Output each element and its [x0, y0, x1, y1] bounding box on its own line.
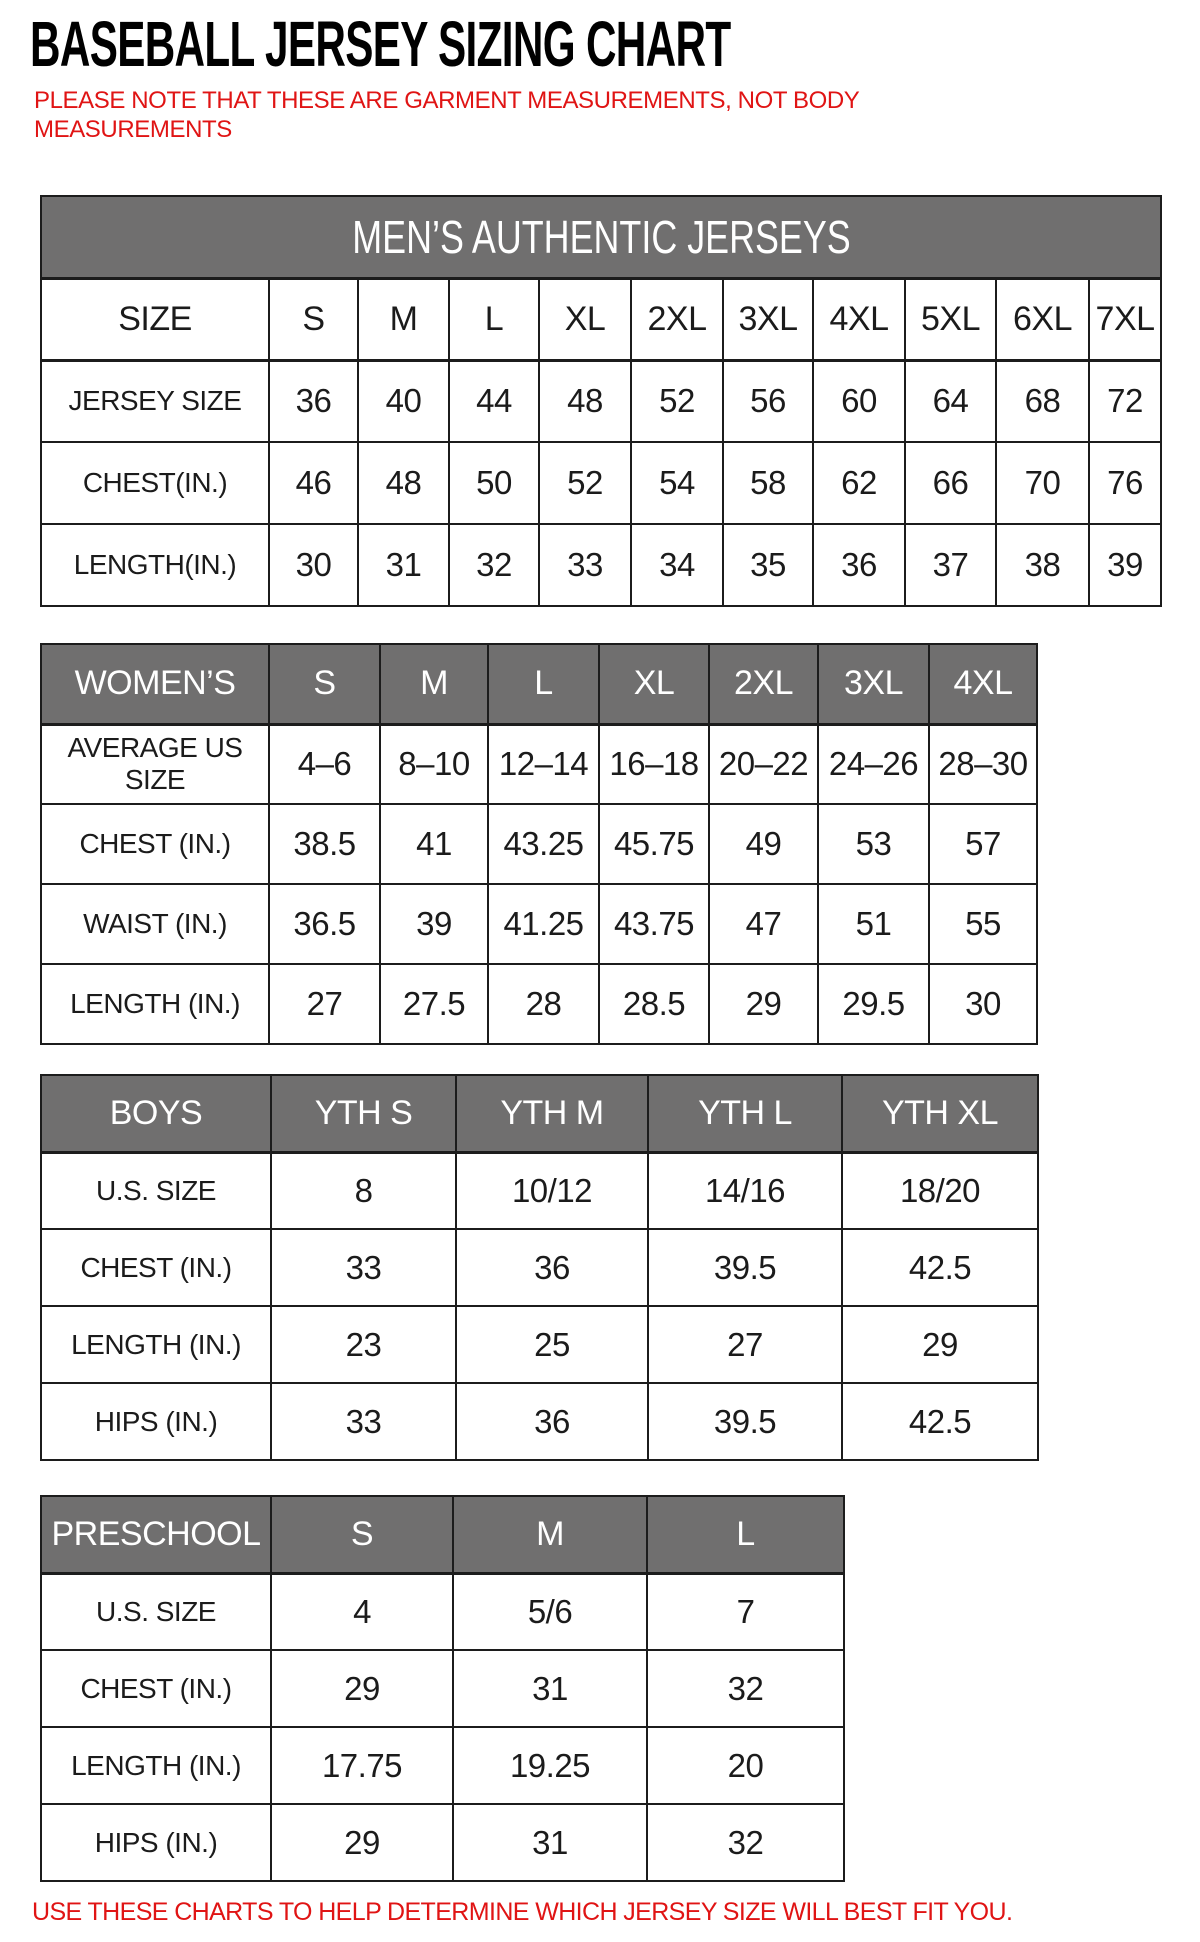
preschool-value-cell: 31 — [453, 1804, 647, 1881]
mens-value-cell: 40 — [358, 360, 449, 442]
womens-value-cell: 30 — [929, 964, 1037, 1044]
boys-value-cell: 8 — [271, 1152, 456, 1229]
preschool-value-cell: 5/6 — [453, 1573, 647, 1650]
boys-value-cell: 29 — [842, 1306, 1038, 1383]
boys-value-cell: 33 — [271, 1229, 456, 1306]
boys-value-cell: 39.5 — [648, 1229, 842, 1306]
mens-value-cell: 54 — [631, 442, 723, 524]
preschool-col-header: S — [271, 1496, 453, 1573]
mens-value-cell: 32 — [449, 524, 539, 606]
mens-row-label: LENGTH(IN.) — [41, 524, 269, 606]
preschool-row-label: CHEST (IN.) — [41, 1650, 271, 1727]
preschool-col-header: L — [647, 1496, 844, 1573]
mens-value-cell: 52 — [539, 442, 631, 524]
womens-value-cell: 20–22 — [709, 724, 818, 804]
boys-table-title-cell: BOYS — [41, 1075, 271, 1152]
mens-value-cell: 34 — [631, 524, 723, 606]
mens-value-cell: 76 — [1089, 442, 1161, 524]
womens-value-cell: 28.5 — [599, 964, 709, 1044]
mens-value-cell: 50 — [449, 442, 539, 524]
footer-note: USE THESE CHARTS TO HELP DETERMINE WHICH JERSEY SIZE WILL BEST FIT YOU. — [32, 1898, 1013, 1926]
boys-value-cell: 23 — [271, 1306, 456, 1383]
womens-value-cell: 47 — [709, 884, 818, 964]
boys-value-cell: 36 — [456, 1383, 648, 1460]
mens-value-cell: 36 — [813, 524, 905, 606]
mens-value-cell: 30 — [269, 524, 358, 606]
preschool-value-cell: 4 — [271, 1573, 453, 1650]
mens-value-cell: 37 — [905, 524, 996, 606]
boys-value-cell: 33 — [271, 1383, 456, 1460]
womens-value-cell: 28 — [488, 964, 599, 1044]
boys-row-label: LENGTH (IN.) — [41, 1306, 271, 1383]
mens-col-header: 6XL — [996, 278, 1089, 360]
boys-row-label: U.S. SIZE — [41, 1152, 271, 1229]
mens-value-cell: 44 — [449, 360, 539, 442]
boys-value-cell: 18/20 — [842, 1152, 1038, 1229]
mens-value-cell: 60 — [813, 360, 905, 442]
womens-value-cell: 53 — [818, 804, 929, 884]
mens-value-cell: 72 — [1089, 360, 1161, 442]
boys-value-cell: 27 — [648, 1306, 842, 1383]
boys-value-cell: 39.5 — [648, 1383, 842, 1460]
preschool-value-cell: 7 — [647, 1573, 844, 1650]
womens-value-cell: 16–18 — [599, 724, 709, 804]
boys-col-header: YTH S — [271, 1075, 456, 1152]
mens-value-cell: 39 — [1089, 524, 1161, 606]
mens-row-label: CHEST(IN.) — [41, 442, 269, 524]
mens-value-cell: 58 — [723, 442, 813, 524]
preschool-value-cell: 32 — [647, 1804, 844, 1881]
womens-col-header: 4XL — [929, 644, 1037, 724]
boys-value-cell: 14/16 — [648, 1152, 842, 1229]
womens-value-cell: 39 — [380, 884, 488, 964]
womens-value-cell: 41.25 — [488, 884, 599, 964]
womens-value-cell: 41 — [380, 804, 488, 884]
womens-col-header: XL — [599, 644, 709, 724]
preschool-table-title-cell: PRESCHOOL — [41, 1496, 271, 1573]
womens-value-cell: 24–26 — [818, 724, 929, 804]
womens-col-header: S — [269, 644, 380, 724]
womens-value-cell: 38.5 — [269, 804, 380, 884]
preschool-value-cell: 19.25 — [453, 1727, 647, 1804]
garment-measurements-note-line2: MEASUREMENTS — [34, 116, 232, 143]
womens-col-header: M — [380, 644, 488, 724]
womens-table-title-cell: WOMEN’S — [41, 644, 269, 724]
womens-value-cell: 45.75 — [599, 804, 709, 884]
mens-row-label: JERSEY SIZE — [41, 360, 269, 442]
preschool-value-cell: 17.75 — [271, 1727, 453, 1804]
womens-sizing-table — [40, 643, 1038, 1045]
preschool-value-cell: 32 — [647, 1650, 844, 1727]
mens-value-cell: 48 — [358, 442, 449, 524]
womens-value-cell: 51 — [818, 884, 929, 964]
womens-row-label: CHEST (IN.) — [41, 804, 269, 884]
mens-value-cell: 66 — [905, 442, 996, 524]
mens-value-cell: 33 — [539, 524, 631, 606]
mens-value-cell: 31 — [358, 524, 449, 606]
mens-value-cell: 38 — [996, 524, 1089, 606]
preschool-col-header: M — [453, 1496, 647, 1573]
womens-value-cell: 36.5 — [269, 884, 380, 964]
boys-value-cell: 42.5 — [842, 1229, 1038, 1306]
mens-value-cell: 52 — [631, 360, 723, 442]
boys-value-cell: 36 — [456, 1229, 648, 1306]
womens-value-cell: 43.75 — [599, 884, 709, 964]
womens-value-cell: 12–14 — [488, 724, 599, 804]
mens-value-cell: 68 — [996, 360, 1089, 442]
boys-col-header: YTH XL — [842, 1075, 1038, 1152]
mens-value-cell: 64 — [905, 360, 996, 442]
womens-col-header: L — [488, 644, 599, 724]
womens-value-cell: 29 — [709, 964, 818, 1044]
womens-value-cell: 4–6 — [269, 724, 380, 804]
mens-table-title-cell: SIZE — [41, 278, 269, 360]
mens-col-header: 7XL — [1089, 278, 1161, 360]
preschool-value-cell: 29 — [271, 1650, 453, 1727]
womens-value-cell: 29.5 — [818, 964, 929, 1044]
preschool-value-cell: 20 — [647, 1727, 844, 1804]
mens-col-header: L — [449, 278, 539, 360]
mens-value-cell: 56 — [723, 360, 813, 442]
mens-col-header: S — [269, 278, 358, 360]
boys-value-cell: 25 — [456, 1306, 648, 1383]
boys-value-cell: 10/12 — [456, 1152, 648, 1229]
womens-value-cell: 57 — [929, 804, 1037, 884]
preschool-value-cell: 31 — [453, 1650, 647, 1727]
preschool-value-cell: 29 — [271, 1804, 453, 1881]
mens-table-banner-label: MEN’S AUTHENTIC JERSEYS — [351, 210, 851, 263]
womens-row-label: WAIST (IN.) — [41, 884, 269, 964]
womens-value-cell: 28–30 — [929, 724, 1037, 804]
mens-col-header: M — [358, 278, 449, 360]
mens-value-cell: 46 — [269, 442, 358, 524]
garment-measurements-note — [34, 86, 859, 144]
mens-col-header: 2XL — [631, 278, 723, 360]
mens-col-header: 5XL — [905, 278, 996, 360]
mens-value-cell: 36 — [269, 360, 358, 442]
boys-row-label: CHEST (IN.) — [41, 1229, 271, 1306]
mens-sizing-table — [40, 195, 1162, 607]
womens-row-label: LENGTH (IN.) — [41, 964, 269, 1044]
boys-row-label: HIPS (IN.) — [41, 1383, 271, 1460]
womens-value-cell: 43.25 — [488, 804, 599, 884]
preschool-row-label: LENGTH (IN.) — [41, 1727, 271, 1804]
boys-col-header: YTH L — [648, 1075, 842, 1152]
womens-col-header: 2XL — [709, 644, 818, 724]
page-title: BASEBALL JERSEY SIZING CHART — [30, 8, 731, 80]
boys-sizing-table — [40, 1074, 1039, 1461]
womens-row-label: AVERAGE US SIZE — [41, 724, 269, 804]
mens-value-cell: 48 — [539, 360, 631, 442]
mens-value-cell: 70 — [996, 442, 1089, 524]
preschool-sizing-table — [40, 1495, 845, 1882]
womens-value-cell: 27.5 — [380, 964, 488, 1044]
womens-value-cell: 27 — [269, 964, 380, 1044]
preschool-row-label: HIPS (IN.) — [41, 1804, 271, 1881]
mens-col-header: 4XL — [813, 278, 905, 360]
womens-value-cell: 49 — [709, 804, 818, 884]
boys-col-header: YTH M — [456, 1075, 648, 1152]
mens-table-banner — [41, 196, 1161, 278]
mens-col-header: 3XL — [723, 278, 813, 360]
preschool-row-label: U.S. SIZE — [41, 1573, 271, 1650]
mens-value-cell: 35 — [723, 524, 813, 606]
garment-measurements-note-line1: PLEASE NOTE THAT THESE ARE GARMENT MEASUREMENTS, NOT BODY — [34, 87, 860, 114]
boys-value-cell: 42.5 — [842, 1383, 1038, 1460]
womens-value-cell: 55 — [929, 884, 1037, 964]
mens-col-header: XL — [539, 278, 631, 360]
womens-value-cell: 8–10 — [380, 724, 488, 804]
mens-value-cell: 62 — [813, 442, 905, 524]
womens-col-header: 3XL — [818, 644, 929, 724]
